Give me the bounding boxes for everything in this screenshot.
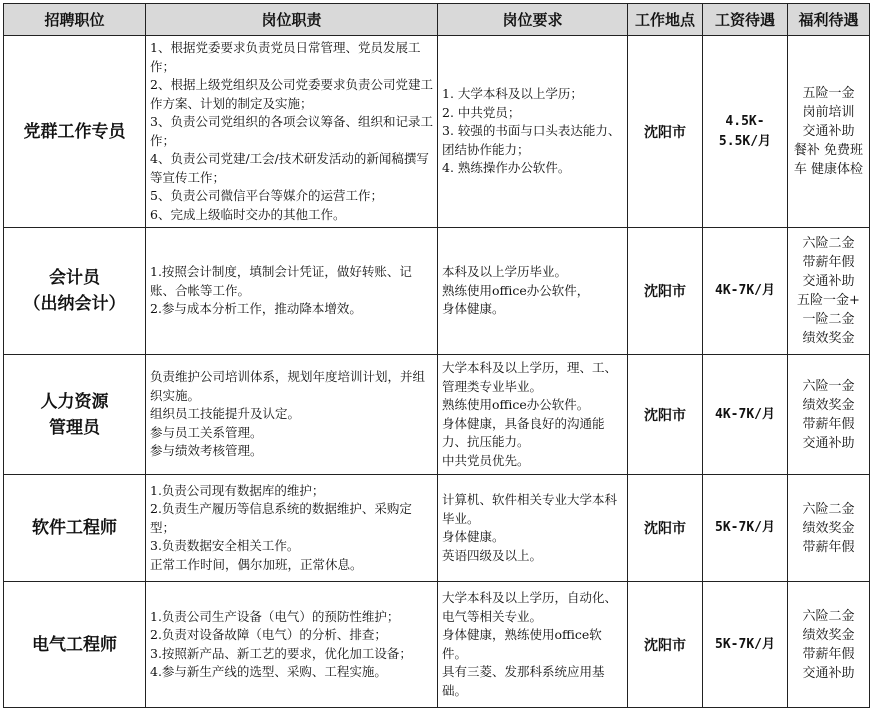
requirements-line: 中共党员优先。 [442, 452, 530, 468]
requirements-cell [438, 36, 628, 228]
benefits-line: 带薪年假 [802, 416, 855, 432]
location-cell: 沈阳市 [628, 355, 703, 475]
duties-line: 负责维护公司培训体系，规划年度培训计划，并组织实施。 [150, 369, 426, 403]
duties-cell [146, 582, 438, 708]
table-row [4, 228, 870, 355]
position-line: 管理员 [49, 417, 100, 438]
position-line: 软件工程师 [32, 518, 117, 538]
benefits-cell [788, 582, 870, 708]
position-cell [4, 36, 146, 228]
location-cell: 沈阳市 [628, 36, 703, 228]
requirements-line: 具有三菱、发那科系统应用基础。 [442, 664, 605, 698]
salary-line: 5K-7K/月 [715, 636, 775, 652]
position-cell [4, 582, 146, 708]
position-line: 党群工作专员 [23, 121, 126, 142]
benefits-line: 岗前培训 [802, 105, 855, 120]
benefits-cell [788, 475, 870, 582]
salary-line: 5.5K/月 [718, 133, 772, 149]
location-cell: 沈阳市 [628, 228, 703, 355]
benefits-line: 带薪年假 [802, 646, 855, 662]
benefits-line: 六险一金 [802, 378, 855, 394]
position-line: 人力资源 [40, 391, 109, 412]
recruitment-table [3, 3, 870, 708]
position-cell [4, 228, 146, 355]
requirements-line: 2. 中共党员； [442, 104, 521, 120]
benefits-line: 六险二金 [802, 608, 855, 624]
position-line: 会计员 [49, 268, 100, 288]
table-row [4, 36, 870, 228]
requirements-line: 1. 大学本科及以上学历； [442, 86, 583, 102]
requirements-line: 4. 熟练操作办公软件。 [442, 160, 571, 176]
requirements-line: 本科及以上学历毕业。 [442, 264, 568, 280]
benefits-line: 五险一金+ [797, 293, 860, 308]
salary-line: 4.5K- [725, 113, 765, 129]
header-requirements: 岗位要求 [438, 4, 628, 36]
benefits-line: 带薪年假 [802, 255, 855, 270]
salary-line: 5K-7K/月 [715, 520, 775, 535]
duties-line: 3、负责公司党组织的各项会议筹备、组织和记录工作； [150, 114, 433, 148]
duties-line: 参与绩效考核管理。 [150, 443, 263, 459]
requirements-cell [438, 228, 628, 355]
salary-cell [703, 228, 788, 355]
salary-cell [703, 36, 788, 228]
benefits-line: 带薪年假 [802, 539, 855, 555]
duties-cell [146, 475, 438, 582]
table-row [4, 355, 870, 475]
benefits-line: 交通补助 [802, 665, 855, 681]
requirements-cell [438, 355, 628, 475]
header-salary: 工资待遇 [703, 4, 788, 36]
salary-cell [703, 582, 788, 708]
duties-line: 1.负责公司生产设备（电气）的预防性维护； [150, 608, 400, 624]
salary-cell [703, 475, 788, 582]
location-cell: 沈阳市 [628, 582, 703, 708]
requirements-line: 身体健康。 [442, 301, 505, 317]
duties-line: 2.负责生产履历等信息系统的数据维护、采购定型； [150, 501, 412, 535]
benefits-line: 交通补助 [802, 274, 855, 289]
requirements-cell [438, 475, 628, 582]
requirements-line: 身体健康，熟练使用office软件。 [442, 627, 602, 661]
duties-line: 1.负责公司现有数据库的维护； [150, 482, 325, 498]
duties-cell [146, 228, 438, 355]
requirements-line: 熟练使用office办公软件。 [442, 397, 590, 412]
duties-line: 3.按照新产品、新工艺的要求，优化加工设备； [150, 645, 412, 661]
benefits-line: 绩效奖金 [802, 397, 855, 413]
duties-line: 正常工作时间，偶尔加班，正常休息。 [150, 556, 363, 572]
duties-line: 2.参与成本分析工作，推动降本增效。 [150, 301, 362, 317]
duties-line: 2、根据上级党组织及公司党委要求负责公司党建工作方案、计划的制定及实施； [150, 77, 433, 111]
duties-line: 组织员工技能提升及认定。 [150, 406, 301, 422]
salary-line: 4K-7K/月 [715, 283, 775, 298]
benefits-line: 五险一金 [802, 86, 855, 101]
requirements-cell [438, 582, 628, 708]
benefits-line: 交通补助 [802, 435, 855, 451]
table-row [4, 475, 870, 582]
requirements-line: 大学本科及以上学历，理、工、管理类专业毕业。 [442, 360, 618, 394]
duties-cell [146, 355, 438, 475]
duties-line: 参与员工关系管理。 [150, 424, 263, 440]
benefits-line: 绩效奖金 [802, 520, 855, 536]
table-row [4, 582, 870, 708]
requirements-line: 身体健康，具备良好的沟通能力、抗压能力。 [442, 415, 605, 449]
header-duties: 岗位职责 [146, 4, 438, 36]
header-benefits: 福利待遇 [788, 4, 870, 36]
header-location: 工作地点 [628, 4, 703, 36]
requirements-line: 3. 较强的书面与口头表达能力、团结协作能力； [442, 123, 621, 157]
duties-line: 1、根据党委要求负责党员日常管理、党员发展工作； [150, 40, 421, 74]
position-cell [4, 355, 146, 475]
benefits-line: 一险二金 [802, 312, 855, 327]
location-cell: 沈阳市 [628, 475, 703, 582]
duties-cell [146, 36, 438, 228]
requirements-line: 身体健康。 [442, 529, 505, 544]
benefits-line: 六险二金 [802, 236, 855, 251]
duties-line: 4、负责公司党建/工会/技术研发活动的新闻稿撰写等宣传工作； [150, 151, 429, 185]
benefits-line: 交通补助 [802, 124, 855, 139]
benefits-line: 绩效奖金 [802, 627, 855, 643]
duties-line: 5、负责公司微信平台等媒介的运营工作； [150, 188, 383, 203]
benefits-line: 六险二金 [802, 501, 855, 517]
duties-line: 3.负责数据安全相关工作。 [150, 538, 300, 554]
duties-line: 1.按照会计制度，填制会计凭证，做好转账、记账、合帐等工作。 [150, 264, 412, 298]
duties-line: 2.负责对设备故障（电气）的分析、排查； [150, 627, 387, 642]
benefits-cell [788, 36, 870, 228]
duties-line: 4.参与新生产线的选型、采购、工程实施。 [150, 664, 387, 679]
header-row [4, 4, 870, 36]
benefits-cell [788, 228, 870, 355]
salary-line: 4K-7K/月 [715, 406, 775, 422]
duties-line: 6、完成上级临时交办的其他工作。 [150, 206, 346, 222]
position-line: （出纳会计） [23, 294, 126, 314]
header-position: 招聘职位 [4, 4, 146, 36]
salary-cell [703, 355, 788, 475]
requirements-line: 计算机、软件相关专业大学本科毕业。 [442, 492, 618, 526]
benefits-cell [788, 355, 870, 475]
benefits-line: 餐补 免费班车 健康体检 [793, 143, 864, 177]
requirements-line: 英语四级及以上。 [442, 547, 543, 563]
benefits-line: 绩效奖金 [802, 331, 855, 346]
requirements-line: 大学本科及以上学历，自动化、电气等相关专业。 [442, 590, 618, 624]
position-line: 电气工程师 [32, 634, 117, 655]
requirements-line: 熟练使用office办公软件， [442, 282, 590, 298]
position-cell [4, 475, 146, 582]
